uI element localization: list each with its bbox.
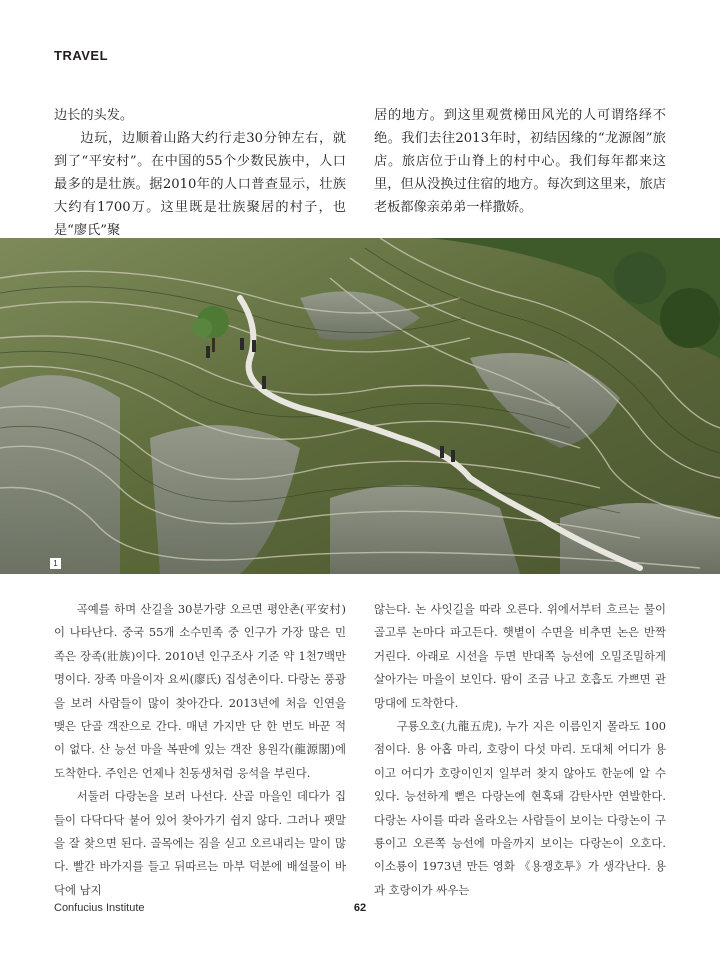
section-label: TRAVEL [54, 48, 109, 63]
ko-paragraph: 않는다. 논 사잇길을 따라 오른다. 위에서부터 흐르는 물이 골고루 논마다 파고든다. 햇볕이 수면을 비추면 논은 반짝거린다. 아래로 시선을 두면 반대쪽 능선에 오밀조밀하게 살아가는 마을이 보인다. 땀이 조금 나고 호흡도 가쁘면 관망대에 도착한다. [374, 602, 666, 710]
rice-terraces-photo [0, 238, 720, 574]
korean-text-left-column [54, 598, 346, 902]
ko-paragraph: 구룡오호(九龍五虎), 누가 지은 이름인지 몰라도 100점이다. 용 아홉 마리, 호랑이 다섯 마리. 도대체 어디가 용이고 어디가 호랑이인지 일부러 찾지 않아도 한눈에 알 수 있다. 능선하게 뻗은 다랑논에 현혹돼 감탄사만 연발한다. 다랑논 사이를 따라 올라오는 사람들이 보이는 다랑논이 구룡이고 오른쪽 능선에 마을까지 보이는 다랑논이 오호다. 이소룡이 1973년 만든 영화 《용쟁호투》가 생각난다. 용과 호랑이가 싸우는 [374, 719, 666, 897]
ko-paragraph: 곡예를 하며 산길을 30분가량 오르면 평안촌(平安村)이 나타난다. 중국 55개 소수민족 중 인구가 가장 많은 민족은 장족(壯族)이다. 2010년 인구조사 기준 약 1천7백만 명이다. 장족 마을이자 요씨(廖氏) 집성촌이다. 다랑논 풍광을 보러 사람들이 많이 찾아간다. 2013년에 처음 인연을 맺은 단골 객잔으로 간다. 매년 가지만 단 한 번도 바꾼 적이 없다. 산 능선 마을 복판에 있는 객잔 용원각(龍源閣)에 도착한다. 주인은 언제나 친동생처럼 응석을 부린다. [54, 602, 346, 780]
zh-paragraph: 居的地方。到这里观赏梯田风光的人可谓络绎不绝。我们去往2013年时，初结因缘的“龙源阁”旅店。旅店位于山脊上的村中心。我们每年都来这里，但从没换过住宿的地方。每次到这里来，旅店老板都像亲弟弟一样撒娇。 [374, 108, 666, 215]
ko-paragraph: 서둘러 다랑논을 보러 나선다. 산골 마을인 데다가 집들이 다닥다닥 붙어 있어 찾아가기 쉽지 않다. 그러나 팻말을 잘 찾으면 된다. 골목에는 짐을 싣고 오르내리는 말이 많다. 빨간 바가지를 들고 뒤따르는 마부 덕분에 배설물이 바닥에 남지 [54, 789, 346, 897]
photo-index-label: 1 [50, 558, 61, 569]
chinese-text-right-column [374, 104, 666, 219]
rice-terraces-illustration [0, 238, 720, 574]
korean-text-right-column [374, 598, 666, 902]
page-number: 62 [353, 902, 367, 914]
zh-paragraph: 边玩，边顺着山路大约行走30分钟左右，就到了“平安村”。在中国的55个少数民族中，人口最多的是壮族。据2010年的人口普查显示，壮族大约有1700万。这里既是壮族聚居的村子，也是“廖氏”聚 [54, 131, 346, 238]
chinese-text-left-column [54, 104, 346, 242]
footer-publication: Confucius Institute [54, 902, 145, 914]
zh-paragraph: 边长的头发。 [54, 108, 134, 123]
